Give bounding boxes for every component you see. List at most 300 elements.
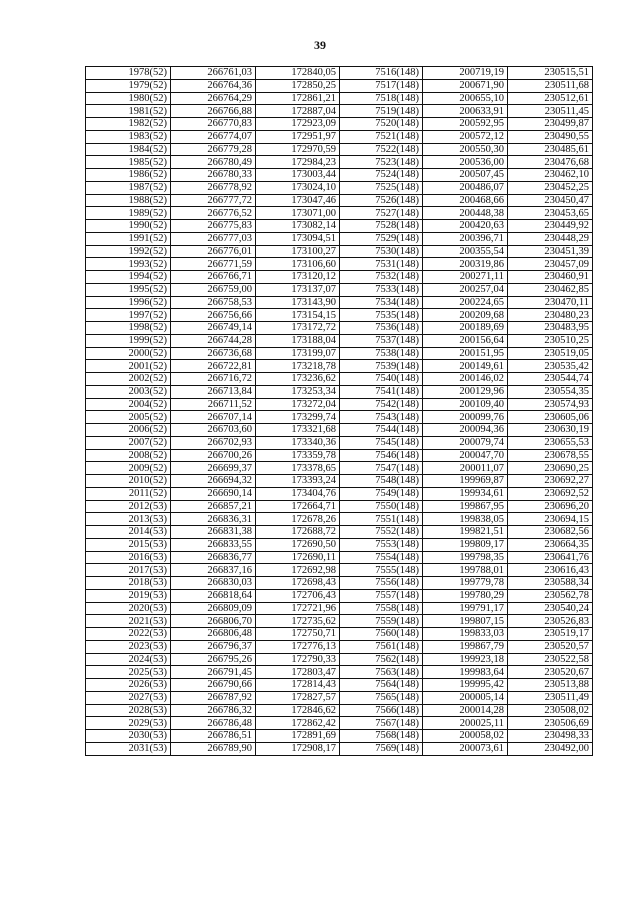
x-coordinate-right-cell: 199791,17 — [423, 602, 508, 615]
table-row — [86, 398, 593, 411]
y-coordinate-right-cell: 230696,20 — [508, 500, 593, 513]
x-coordinate-right-cell: 200396,71 — [423, 232, 508, 245]
point-id-left-cell: 1999(52) — [86, 334, 171, 347]
y-coordinate-right-cell: 230692,52 — [508, 487, 593, 500]
x-coordinate-left-cell: 266786,32 — [171, 704, 256, 717]
coordinates-table — [85, 66, 593, 756]
table-row — [86, 449, 593, 462]
x-coordinate-right-cell: 200109,40 — [423, 398, 508, 411]
point-id-right-cell: 7551(148) — [340, 513, 423, 526]
point-id-left-cell: 1989(52) — [86, 207, 171, 220]
point-id-left-cell: 2023(53) — [86, 640, 171, 653]
x-coordinate-right-cell: 200355,54 — [423, 245, 508, 258]
x-coordinate-left-cell: 266809,09 — [171, 602, 256, 615]
table-row — [86, 360, 593, 373]
point-id-right-cell: 7541(148) — [340, 385, 423, 398]
x-coordinate-left-cell: 266707,14 — [171, 411, 256, 424]
y-coordinate-left-cell: 172678,26 — [256, 513, 340, 526]
x-coordinate-right-cell: 199867,79 — [423, 640, 508, 653]
x-coordinate-right-cell: 200047,70 — [423, 449, 508, 462]
point-id-left-cell: 2025(53) — [86, 666, 171, 679]
x-coordinate-left-cell: 266711,52 — [171, 398, 256, 411]
point-id-right-cell: 7552(148) — [340, 526, 423, 539]
point-id-left-cell: 1982(52) — [86, 118, 171, 131]
x-coordinate-right-cell: 199969,87 — [423, 475, 508, 488]
y-coordinate-left-cell: 173236,62 — [256, 373, 340, 386]
table-row — [86, 105, 593, 118]
x-coordinate-left-cell: 266700,26 — [171, 449, 256, 462]
table-row — [86, 232, 593, 245]
point-id-left-cell: 2028(53) — [86, 704, 171, 717]
point-id-left-cell: 2007(52) — [86, 436, 171, 449]
x-coordinate-left-cell: 266764,36 — [171, 79, 256, 92]
point-id-left-cell: 1979(52) — [86, 79, 171, 92]
x-coordinate-left-cell: 266764,29 — [171, 92, 256, 105]
table-row — [86, 156, 593, 169]
x-coordinate-right-cell: 200271,11 — [423, 271, 508, 284]
x-coordinate-right-cell: 200448,38 — [423, 207, 508, 220]
point-id-right-cell: 7544(148) — [340, 424, 423, 437]
y-coordinate-right-cell: 230562,78 — [508, 589, 593, 602]
point-id-right-cell: 7564(148) — [340, 679, 423, 692]
y-coordinate-left-cell: 172690,50 — [256, 538, 340, 551]
x-coordinate-left-cell: 266702,93 — [171, 436, 256, 449]
point-id-left-cell: 1990(52) — [86, 220, 171, 233]
x-coordinate-right-cell: 199983,64 — [423, 666, 508, 679]
y-coordinate-right-cell: 230588,34 — [508, 577, 593, 590]
x-coordinate-left-cell: 266766,88 — [171, 105, 256, 118]
coordinates-table-body — [86, 67, 593, 756]
y-coordinate-left-cell: 172735,62 — [256, 615, 340, 628]
table-row — [86, 653, 593, 666]
table-row — [86, 679, 593, 692]
y-coordinate-right-cell: 230526,83 — [508, 615, 593, 628]
point-id-left-cell: 2014(53) — [86, 526, 171, 539]
x-coordinate-right-cell: 200156,64 — [423, 334, 508, 347]
x-coordinate-left-cell: 266776,01 — [171, 245, 256, 258]
x-coordinate-left-cell: 266776,52 — [171, 207, 256, 220]
point-id-right-cell: 7529(148) — [340, 232, 423, 245]
x-coordinate-left-cell: 266722,81 — [171, 360, 256, 373]
table-row — [86, 79, 593, 92]
x-coordinate-right-cell: 199798,35 — [423, 551, 508, 564]
y-coordinate-right-cell: 230498,33 — [508, 730, 593, 743]
point-id-left-cell: 2012(53) — [86, 500, 171, 513]
point-id-left-cell: 2015(53) — [86, 538, 171, 551]
y-coordinate-left-cell: 172887,04 — [256, 105, 340, 118]
y-coordinate-left-cell: 173071,00 — [256, 207, 340, 220]
y-coordinate-left-cell: 173321,68 — [256, 424, 340, 437]
y-coordinate-right-cell: 230485,61 — [508, 143, 593, 156]
point-id-right-cell: 7568(148) — [340, 730, 423, 743]
x-coordinate-left-cell: 266818,64 — [171, 589, 256, 602]
point-id-left-cell: 2010(52) — [86, 475, 171, 488]
point-id-right-cell: 7528(148) — [340, 220, 423, 233]
point-id-left-cell: 1997(52) — [86, 309, 171, 322]
y-coordinate-right-cell: 230519,17 — [508, 628, 593, 641]
x-coordinate-right-cell: 200073,61 — [423, 742, 508, 755]
table-row — [86, 207, 593, 220]
point-id-right-cell: 7523(148) — [340, 156, 423, 169]
point-id-left-cell: 2000(52) — [86, 347, 171, 360]
x-coordinate-left-cell: 266836,77 — [171, 551, 256, 564]
x-coordinate-left-cell: 266778,92 — [171, 181, 256, 194]
point-id-left-cell: 2019(53) — [86, 589, 171, 602]
table-row — [86, 373, 593, 386]
point-id-right-cell: 7562(148) — [340, 653, 423, 666]
point-id-right-cell: 7561(148) — [340, 640, 423, 653]
x-coordinate-left-cell: 266758,53 — [171, 296, 256, 309]
y-coordinate-left-cell: 173188,04 — [256, 334, 340, 347]
table-row — [86, 615, 593, 628]
table-row — [86, 462, 593, 475]
y-coordinate-right-cell: 230452,25 — [508, 181, 593, 194]
x-coordinate-left-cell: 266716,72 — [171, 373, 256, 386]
point-id-left-cell: 1998(52) — [86, 322, 171, 335]
y-coordinate-right-cell: 230492,00 — [508, 742, 593, 755]
x-coordinate-left-cell: 266771,59 — [171, 258, 256, 271]
point-id-left-cell: 2018(53) — [86, 577, 171, 590]
table-row — [86, 181, 593, 194]
point-id-left-cell: 2013(53) — [86, 513, 171, 526]
point-id-left-cell: 2030(53) — [86, 730, 171, 743]
y-coordinate-left-cell: 173120,12 — [256, 271, 340, 284]
y-coordinate-left-cell: 172706,43 — [256, 589, 340, 602]
y-coordinate-right-cell: 230448,29 — [508, 232, 593, 245]
x-coordinate-left-cell: 266787,92 — [171, 691, 256, 704]
point-id-right-cell: 7527(148) — [340, 207, 423, 220]
x-coordinate-right-cell: 199867,95 — [423, 500, 508, 513]
table-row — [86, 424, 593, 437]
point-id-right-cell: 7545(148) — [340, 436, 423, 449]
table-row — [86, 589, 593, 602]
point-id-right-cell: 7534(148) — [340, 296, 423, 309]
table-row — [86, 704, 593, 717]
x-coordinate-right-cell: 200468,66 — [423, 194, 508, 207]
x-coordinate-right-cell: 200536,00 — [423, 156, 508, 169]
point-id-left-cell: 1996(52) — [86, 296, 171, 309]
table-row — [86, 258, 593, 271]
y-coordinate-left-cell: 173299,74 — [256, 411, 340, 424]
y-coordinate-right-cell: 230515,51 — [508, 67, 593, 80]
table-row — [86, 742, 593, 755]
x-coordinate-left-cell: 266749,14 — [171, 322, 256, 335]
y-coordinate-left-cell: 173024,10 — [256, 181, 340, 194]
table-row — [86, 730, 593, 743]
y-coordinate-right-cell: 230678,55 — [508, 449, 593, 462]
x-coordinate-left-cell: 266736,68 — [171, 347, 256, 360]
y-coordinate-left-cell: 172814,43 — [256, 679, 340, 692]
point-id-right-cell: 7555(148) — [340, 564, 423, 577]
x-coordinate-right-cell: 200005,14 — [423, 691, 508, 704]
x-coordinate-right-cell: 199995,42 — [423, 679, 508, 692]
x-coordinate-right-cell: 199934,61 — [423, 487, 508, 500]
x-coordinate-left-cell: 266795,26 — [171, 653, 256, 666]
point-id-left-cell: 1980(52) — [86, 92, 171, 105]
x-coordinate-right-cell: 200189,69 — [423, 322, 508, 335]
point-id-left-cell: 1991(52) — [86, 232, 171, 245]
y-coordinate-right-cell: 230512,61 — [508, 92, 593, 105]
table-row — [86, 640, 593, 653]
point-id-right-cell: 7533(148) — [340, 283, 423, 296]
table-row — [86, 717, 593, 730]
point-id-left-cell: 1981(52) — [86, 105, 171, 118]
point-id-right-cell: 7525(148) — [340, 181, 423, 194]
y-coordinate-right-cell: 230480,23 — [508, 309, 593, 322]
point-id-right-cell: 7538(148) — [340, 347, 423, 360]
point-id-left-cell: 1986(52) — [86, 169, 171, 182]
y-coordinate-left-cell: 172951,97 — [256, 130, 340, 143]
point-id-right-cell: 7535(148) — [340, 309, 423, 322]
y-coordinate-left-cell: 172908,17 — [256, 742, 340, 755]
point-id-right-cell: 7531(148) — [340, 258, 423, 271]
point-id-right-cell: 7536(148) — [340, 322, 423, 335]
point-id-right-cell: 7563(148) — [340, 666, 423, 679]
point-id-left-cell: 1994(52) — [86, 271, 171, 284]
point-id-right-cell: 7537(148) — [340, 334, 423, 347]
point-id-left-cell: 1995(52) — [86, 283, 171, 296]
y-coordinate-right-cell: 230535,42 — [508, 360, 593, 373]
y-coordinate-right-cell: 230554,35 — [508, 385, 593, 398]
point-id-right-cell: 7553(148) — [340, 538, 423, 551]
x-coordinate-right-cell: 200486,07 — [423, 181, 508, 194]
y-coordinate-left-cell: 172721,96 — [256, 602, 340, 615]
table-row — [86, 118, 593, 131]
y-coordinate-left-cell: 173172,72 — [256, 322, 340, 335]
y-coordinate-left-cell: 172776,13 — [256, 640, 340, 653]
y-coordinate-left-cell: 172861,21 — [256, 92, 340, 105]
point-id-left-cell: 2021(53) — [86, 615, 171, 628]
y-coordinate-left-cell: 172862,42 — [256, 717, 340, 730]
page-number: 39 — [314, 38, 326, 52]
table-row — [86, 67, 593, 80]
point-id-right-cell: 7556(148) — [340, 577, 423, 590]
table-row — [86, 691, 593, 704]
table-row — [86, 385, 593, 398]
x-coordinate-left-cell: 266779,28 — [171, 143, 256, 156]
x-coordinate-left-cell: 266694,32 — [171, 475, 256, 488]
y-coordinate-right-cell: 230510,25 — [508, 334, 593, 347]
table-row — [86, 347, 593, 360]
y-coordinate-right-cell: 230574,93 — [508, 398, 593, 411]
x-coordinate-right-cell: 200592,95 — [423, 118, 508, 131]
y-coordinate-right-cell: 230694,15 — [508, 513, 593, 526]
table-row — [86, 411, 593, 424]
x-coordinate-left-cell: 266796,37 — [171, 640, 256, 653]
x-coordinate-left-cell: 266699,37 — [171, 462, 256, 475]
x-coordinate-left-cell: 266759,00 — [171, 283, 256, 296]
x-coordinate-left-cell: 266786,51 — [171, 730, 256, 743]
x-coordinate-right-cell: 199821,51 — [423, 526, 508, 539]
y-coordinate-left-cell: 172698,43 — [256, 577, 340, 590]
y-coordinate-right-cell: 230655,53 — [508, 436, 593, 449]
y-coordinate-right-cell: 230508,02 — [508, 704, 593, 717]
point-id-right-cell: 7522(148) — [340, 143, 423, 156]
y-coordinate-left-cell: 173272,04 — [256, 398, 340, 411]
table-row — [86, 436, 593, 449]
table-row — [86, 487, 593, 500]
y-coordinate-right-cell: 230690,25 — [508, 462, 593, 475]
x-coordinate-left-cell: 266790,66 — [171, 679, 256, 692]
point-id-right-cell: 7557(148) — [340, 589, 423, 602]
table-row — [86, 169, 593, 182]
point-id-right-cell: 7546(148) — [340, 449, 423, 462]
y-coordinate-right-cell: 230462,85 — [508, 283, 593, 296]
y-coordinate-left-cell: 172850,25 — [256, 79, 340, 92]
x-coordinate-right-cell: 199809,17 — [423, 538, 508, 551]
point-id-left-cell: 2005(52) — [86, 411, 171, 424]
point-id-right-cell: 7565(148) — [340, 691, 423, 704]
table-row — [86, 666, 593, 679]
x-coordinate-left-cell: 266780,33 — [171, 169, 256, 182]
x-coordinate-right-cell: 200550,30 — [423, 143, 508, 156]
y-coordinate-right-cell: 230511,45 — [508, 105, 593, 118]
point-id-right-cell: 7530(148) — [340, 245, 423, 258]
y-coordinate-left-cell: 173047,46 — [256, 194, 340, 207]
point-id-right-cell: 7554(148) — [340, 551, 423, 564]
point-id-left-cell: 1983(52) — [86, 130, 171, 143]
point-id-right-cell: 7521(148) — [340, 130, 423, 143]
y-coordinate-right-cell: 230605,06 — [508, 411, 593, 424]
point-id-right-cell: 7547(148) — [340, 462, 423, 475]
y-coordinate-left-cell: 173378,65 — [256, 462, 340, 475]
point-id-left-cell: 1987(52) — [86, 181, 171, 194]
x-coordinate-left-cell: 266780,49 — [171, 156, 256, 169]
y-coordinate-left-cell: 173003,44 — [256, 169, 340, 182]
point-id-left-cell: 2020(53) — [86, 602, 171, 615]
y-coordinate-left-cell: 172692,98 — [256, 564, 340, 577]
point-id-left-cell: 1992(52) — [86, 245, 171, 258]
y-coordinate-right-cell: 230457,09 — [508, 258, 593, 271]
point-id-left-cell: 2009(52) — [86, 462, 171, 475]
point-id-right-cell: 7569(148) — [340, 742, 423, 755]
y-coordinate-right-cell: 230520,57 — [508, 640, 593, 653]
point-id-left-cell: 1984(52) — [86, 143, 171, 156]
table-row — [86, 334, 593, 347]
y-coordinate-left-cell: 173082,14 — [256, 220, 340, 233]
table-row — [86, 551, 593, 564]
y-coordinate-right-cell: 230476,68 — [508, 156, 593, 169]
y-coordinate-right-cell: 230451,39 — [508, 245, 593, 258]
point-id-right-cell: 7549(148) — [340, 487, 423, 500]
y-coordinate-right-cell: 230470,11 — [508, 296, 593, 309]
x-coordinate-left-cell: 266766,71 — [171, 271, 256, 284]
point-id-right-cell: 7559(148) — [340, 615, 423, 628]
table-row — [86, 513, 593, 526]
x-coordinate-right-cell: 200633,91 — [423, 105, 508, 118]
point-id-right-cell: 7539(148) — [340, 360, 423, 373]
y-coordinate-right-cell: 230450,47 — [508, 194, 593, 207]
x-coordinate-right-cell: 200058,02 — [423, 730, 508, 743]
point-id-left-cell: 2027(53) — [86, 691, 171, 704]
y-coordinate-left-cell: 173340,36 — [256, 436, 340, 449]
y-coordinate-left-cell: 173359,78 — [256, 449, 340, 462]
x-coordinate-right-cell: 199923,18 — [423, 653, 508, 666]
x-coordinate-left-cell: 266775,83 — [171, 220, 256, 233]
x-coordinate-left-cell: 266761,03 — [171, 67, 256, 80]
x-coordinate-left-cell: 266777,72 — [171, 194, 256, 207]
y-coordinate-right-cell: 230522,58 — [508, 653, 593, 666]
y-coordinate-right-cell: 230682,56 — [508, 526, 593, 539]
y-coordinate-left-cell: 172891,69 — [256, 730, 340, 743]
x-coordinate-left-cell: 266713,84 — [171, 385, 256, 398]
point-id-left-cell: 1985(52) — [86, 156, 171, 169]
x-coordinate-right-cell: 200719,19 — [423, 67, 508, 80]
table-row — [86, 322, 593, 335]
x-coordinate-left-cell: 266774,07 — [171, 130, 256, 143]
table-row — [86, 130, 593, 143]
x-coordinate-left-cell: 266836,31 — [171, 513, 256, 526]
point-id-right-cell: 7519(148) — [340, 105, 423, 118]
x-coordinate-right-cell: 200507,45 — [423, 169, 508, 182]
x-coordinate-right-cell: 200129,96 — [423, 385, 508, 398]
y-coordinate-left-cell: 173143,90 — [256, 296, 340, 309]
x-coordinate-right-cell: 200094,36 — [423, 424, 508, 437]
x-coordinate-left-cell: 266806,70 — [171, 615, 256, 628]
point-id-right-cell: 7558(148) — [340, 602, 423, 615]
y-coordinate-right-cell: 230540,24 — [508, 602, 593, 615]
y-coordinate-left-cell: 173393,24 — [256, 475, 340, 488]
x-coordinate-left-cell: 266744,28 — [171, 334, 256, 347]
y-coordinate-right-cell: 230641,76 — [508, 551, 593, 564]
x-coordinate-left-cell: 266777,03 — [171, 232, 256, 245]
table-row — [86, 92, 593, 105]
x-coordinate-left-cell: 266857,21 — [171, 500, 256, 513]
y-coordinate-right-cell: 230692,27 — [508, 475, 593, 488]
x-coordinate-right-cell: 200014,28 — [423, 704, 508, 717]
y-coordinate-left-cell: 173106,60 — [256, 258, 340, 271]
x-coordinate-right-cell: 200420,63 — [423, 220, 508, 233]
y-coordinate-right-cell: 230453,65 — [508, 207, 593, 220]
y-coordinate-right-cell: 230511,49 — [508, 691, 593, 704]
y-coordinate-right-cell: 230462,10 — [508, 169, 593, 182]
y-coordinate-left-cell: 173253,34 — [256, 385, 340, 398]
y-coordinate-left-cell: 172840,05 — [256, 67, 340, 80]
y-coordinate-right-cell: 230490,55 — [508, 130, 593, 143]
point-id-right-cell: 7548(148) — [340, 475, 423, 488]
x-coordinate-left-cell: 266833,55 — [171, 538, 256, 551]
point-id-left-cell: 2006(52) — [86, 424, 171, 437]
y-coordinate-left-cell: 172750,71 — [256, 628, 340, 641]
point-id-left-cell: 2002(52) — [86, 373, 171, 386]
point-id-left-cell: 2001(52) — [86, 360, 171, 373]
y-coordinate-left-cell: 172923,09 — [256, 118, 340, 131]
point-id-left-cell: 1978(52) — [86, 67, 171, 80]
x-coordinate-right-cell: 200257,04 — [423, 283, 508, 296]
table-row — [86, 577, 593, 590]
point-id-right-cell: 7517(148) — [340, 79, 423, 92]
y-coordinate-right-cell: 230506,69 — [508, 717, 593, 730]
y-coordinate-right-cell: 230520,67 — [508, 666, 593, 679]
y-coordinate-left-cell: 173404,76 — [256, 487, 340, 500]
y-coordinate-left-cell: 172984,23 — [256, 156, 340, 169]
x-coordinate-right-cell: 200146,02 — [423, 373, 508, 386]
y-coordinate-left-cell: 172846,62 — [256, 704, 340, 717]
table-row — [86, 245, 593, 258]
point-id-left-cell: 2024(53) — [86, 653, 171, 666]
x-coordinate-right-cell: 200011,07 — [423, 462, 508, 475]
table-row — [86, 283, 593, 296]
table-row — [86, 143, 593, 156]
x-coordinate-left-cell: 266806,48 — [171, 628, 256, 641]
point-id-right-cell: 7540(148) — [340, 373, 423, 386]
point-id-left-cell: 2011(52) — [86, 487, 171, 500]
y-coordinate-left-cell: 172688,72 — [256, 526, 340, 539]
y-coordinate-left-cell: 173137,07 — [256, 283, 340, 296]
table-row — [86, 500, 593, 513]
point-id-left-cell: 2003(52) — [86, 385, 171, 398]
point-id-right-cell: 7550(148) — [340, 500, 423, 513]
